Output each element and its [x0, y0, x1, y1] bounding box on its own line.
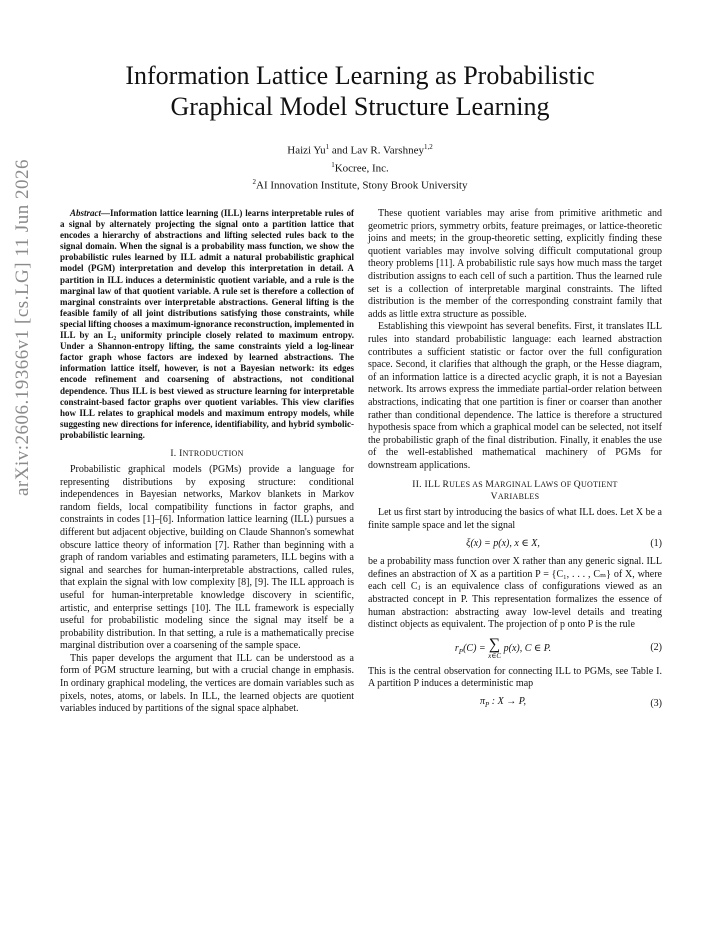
eq3-rest: : X → P, — [489, 696, 527, 707]
eq2-rhs: p(x), C ∈ P. — [501, 642, 552, 654]
s2p3: ARGINAL — [494, 480, 535, 490]
author-names — [60, 140, 660, 158]
eq2-lhs: r — [454, 642, 459, 654]
affiliation-1-mark: 1 — [331, 160, 335, 169]
eq2-lhs-rest: (C) = — [463, 642, 489, 654]
section-2-line-2 — [368, 491, 662, 503]
s2q1: ARIABLES — [497, 492, 540, 502]
affiliation-2-mark: 2 — [252, 178, 257, 187]
intro-paragraph-4: Establishing this viewpoint has several benefits. First, it translates ILL rules into standard probabilistic language: each learned abstraction contributes a sufficient statistic or factor over the full configuration space. Second, it clarifies that although the graph, or the Hesse diagram, of an information lattice is a directed acyclic graph, it is not a Bayesian network. Its arrows express the immediate partial-order relation between abstractions, indicating that one partition is finer or coarser than another rather than conditional dependence. The lattice is therefore a structured hypothesis space from which a graphical model can be selected, not itself the probabilistic graph of the final distribution. Finally, it enables the use of the well-established mathematical machinery of PGMs for downstream applications. — [368, 321, 662, 471]
section-2-line-1 — [368, 479, 662, 491]
abstract-lead: Abstract — [70, 208, 102, 218]
author-2: and Lav R. Varshney — [329, 144, 424, 157]
section-2-heading — [368, 479, 662, 503]
section-1-heading — [60, 448, 354, 460]
eq3-sub: P — [484, 701, 490, 709]
eq2-sum-symbol: ∑ — [488, 635, 501, 653]
right-column — [368, 208, 662, 718]
s2p1: ULES AS — [449, 480, 486, 490]
affiliation-1-text: Kocree, Inc. — [334, 162, 389, 175]
author-2-affil: 1,2 — [423, 143, 433, 151]
abstract — [60, 208, 354, 441]
section-1-rest: NTRODUCTION — [182, 448, 244, 458]
section-2-paragraph-2: be a probability mass function over X rather than any generic signal. ILL defines an abstraction of X as a partition P = {C₁, . . . , Cₘ} of X, where each cell Cⱼ is an equivalence class of configurations viewed as an abstracted concept in P. This representation formalizes the essence of human abstraction: abstracting away low-level details and treating distinct objects as equivalent. The projection of p onto P is the rule — [368, 556, 662, 631]
s2p6: Q — [573, 480, 581, 491]
s2p7: UOTIENT — [580, 480, 618, 490]
affiliation-1 — [60, 158, 660, 176]
section-1-number: I. — [170, 448, 180, 459]
equation-3-number: (3) — [650, 697, 662, 709]
paper-title — [60, 60, 660, 122]
section-2-paragraph-1: Let us first start by introducing the basics of what ILL does. Let X be a finite sample space and let the signal — [368, 507, 662, 532]
eq2-sum — [488, 637, 501, 660]
eq3-pi: π — [479, 696, 485, 707]
s2p2: M — [485, 480, 495, 491]
affiliation-2-text: AI Innovation Institute, Stony Brook University — [256, 179, 468, 192]
eq2-lhs-sub: P — [458, 647, 464, 656]
equation-3 — [368, 696, 662, 712]
title-line-1: Information Lattice Learning as Probabilistic — [125, 61, 595, 90]
intro-paragraph-3: These quotient variables may arise from primitive arithmetic and geometric priors, symmetry orbits, feature preimages, or lattice-theoretic joins and meets; in the group-theoretic setting, explicitly finding these quotient variables may involve solving difficult computational group theory problems [11]. A probabilistic rule says how much mass the target distribution assigns to each cell of such a partition. Thus the learned rule set is a collection of interpretable marginal constraints. The lifted distribution is the member of the corresponding constraint family that adds as little extra structure as possible. — [368, 208, 662, 320]
intro-paragraph-2: This paper develops the argument that ILL can be understood as a form of PGM structure learning, but with a crucial change in emphasis. In ordinary graphical modeling, the vertices are domain variables such as pixels, notes, atoms, or labels. In ILL, the learned objects are quotient variables induced by partitions of the signal space alphabet. — [60, 652, 354, 715]
intro-paragraph-1: Probabilistic graphical models (PGMs) provide a language for representing distributions by exposing structure: conditional independences in Bayesian networks, Markov blankets in Markov random fields, local compatibility functions in factor graphs, and constraints in codes [1]–[6]. Information lattice learning (ILL) pursues a different but adjacent objective, building on Claude Shannon's somewhat obscure lattice theory of information [7]. Rather than beginning with a graph of random variables and estimating parameters, ILL begins with a signal and searches for human-interpretable abstractions, called rules, that explain the signal with low complexity [8], [9]. The ILL approach is useful for human-interpretable knowledge discovery in scientific, artistic, and enterprise settings [10]. The ILL framework is especially useful for probabilistic modeling since the signal may itself be a probability distribution. In that setting, a rule is a mathematically precise marginal distribution over a coarsening of the sample space. — [60, 463, 354, 652]
equation-3-body — [368, 696, 638, 712]
author-block — [60, 140, 660, 193]
equation-1-body: ξ(x) = p(x), x ∈ X, — [466, 537, 540, 549]
left-column — [60, 208, 354, 716]
s2p0: ILL R — [424, 480, 450, 491]
abstract-text: —Information lattice learning (ILL) learns interpretable rules of a signal by alternately projecting the signal onto a partition lattice that encodes a hierarchy of abstractions and lifting selected rules back to the signal domain. When the signal is a probability mass function, we show the probabilistic rules learned by ILL admit a natural probabilistic graphical model (PGM) interpretation and develop this interpretation in detail. A partition in ILL induces a deterministic quotient variable, and a rule is the marginal law of that quotient variable. A rule set is therefore a collection of marginal constraints over interpretable abstractions. General lifting is the feasible family of all joint distributions satisfying those constraints, while special lifting chooses a maximum-ignorance reconstruction, implemented in ILL by an L₂ uniformity principle closely related to maximum entropy. Under a Shannon-entropy lifting, the same constraints yield a log-linear factor graph whose factors are indexed by learned abstractions. The information lattice itself, however, is not a Bayesian network: its edges encode refinement and coarsening of abstractions, not conditional dependence. Thus ILL is best viewed as structure learning for interpretable constraint-based factor graphs over quotient variables. This view clarifies how ILL relates to graphical models and maximum entropy models, while suggesting new directions for inference, identifiability, and hybrid symbolic-probabilistic learning. — [60, 208, 354, 440]
section-2-number: II. — [412, 480, 425, 491]
section-1-cap: I — [179, 448, 183, 459]
equation-1-number: (1) — [650, 537, 662, 549]
equation-2-body — [368, 637, 638, 660]
s2p5: AWS OF — [540, 480, 574, 490]
author-1: Haizi Yu — [287, 144, 326, 157]
title-line-2: Graphical Model Structure Learning — [170, 92, 550, 121]
section-2-paragraph-3: This is the central observation for connecting ILL to PGMs, see Table I. A partition P induces a deterministic map — [368, 665, 662, 690]
s2p4: L — [534, 480, 541, 491]
s2q0: V — [490, 492, 498, 503]
eq2-sum-sub: x∈C — [488, 651, 502, 660]
arxiv-identifier-stamp: arXiv:2606.19366v1 [cs.LG] 11 Jun 2026 — [12, 158, 33, 496]
equation-2 — [368, 637, 662, 660]
equation-1 — [368, 538, 662, 551]
author-1-affil: 1 — [325, 143, 330, 151]
affiliation-2 — [60, 175, 660, 193]
equation-2-number: (2) — [650, 642, 662, 654]
